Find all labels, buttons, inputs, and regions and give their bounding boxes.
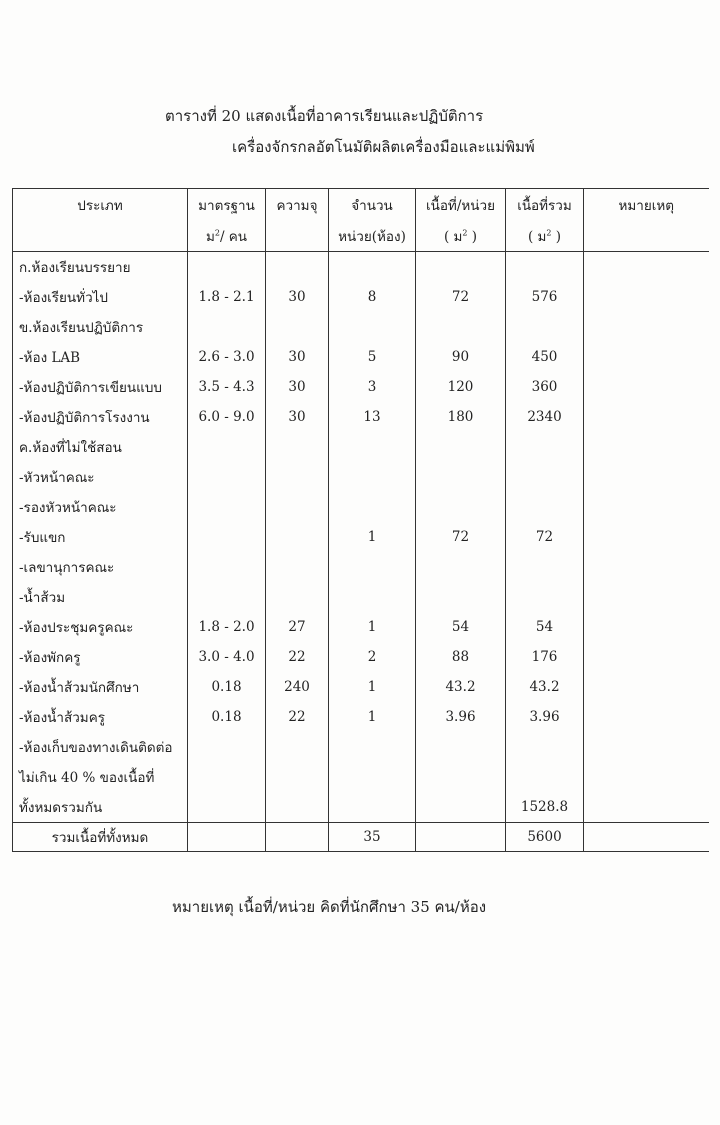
cell-remark [584,732,709,762]
table-row [13,342,709,372]
cell-count [329,762,416,792]
cell-total-area: 43.2 [506,672,584,702]
header-capacity: ความจุ [266,189,329,221]
total-capacity [266,823,329,852]
cell-type: -ห้องเรียนทั่วไป [13,282,188,312]
table-row [13,282,709,312]
cell-capacity [266,252,329,283]
cell-standard [188,252,266,283]
total-standard [188,823,266,852]
cell-capacity [266,492,329,522]
table-row [13,702,709,732]
cell-capacity: 240 [266,672,329,702]
cell-count [329,312,416,342]
cell-capacity [266,582,329,612]
cell-total-area [506,312,584,342]
cell-remark [584,252,709,283]
cell-type: ข.ห้องเรียนปฏิบัติการ [13,312,188,342]
cell-count: 1 [329,702,416,732]
cell-standard [188,522,266,552]
cell-area-per-unit [416,432,506,462]
cell-standard [188,462,266,492]
header-standard-unit: ม$^2$/ คน [188,220,266,252]
cell-total-area [506,732,584,762]
cell-total-area [506,582,584,612]
cell-capacity [266,732,329,762]
cell-capacity [266,432,329,462]
cell-total-area: 2340 [506,402,584,432]
cell-type: -ห้อง LAB [13,342,188,372]
cell-capacity [266,792,329,823]
cell-type: -รับแขก [13,522,188,552]
cell-remark [584,492,709,522]
cell-type: ค.ห้องที่ไม่ใช้สอน [13,432,188,462]
cell-remark [584,312,709,342]
table-row [13,432,709,462]
cell-count [329,432,416,462]
total-row [13,823,709,852]
table-row [13,252,709,283]
cell-count [329,582,416,612]
table-row [13,642,709,672]
cell-standard: 3.0 - 4.0 [188,642,266,672]
cell-area-per-unit: 72 [416,282,506,312]
cell-type: -ห้องน้ำส้วมครู [13,702,188,732]
cell-area-per-unit [416,552,506,582]
cell-standard: 0.18 [188,672,266,702]
cell-count: 1 [329,672,416,702]
cell-capacity: 27 [266,612,329,642]
cell-total-area [506,252,584,283]
cell-standard [188,492,266,522]
cell-count: 1 [329,522,416,552]
table-row [13,402,709,432]
cell-capacity: 30 [266,372,329,402]
cell-remark [584,762,709,792]
cell-standard [188,732,266,762]
table-row [13,552,709,582]
cell-capacity: 30 [266,342,329,372]
table-title: ตารางที่ 20 แสดงเนื้อที่อาคารเรียนและปฏิบัติการ [165,107,484,125]
cell-type: -เลขานุการคณะ [13,552,188,582]
cell-capacity [266,312,329,342]
cell-count: 5 [329,342,416,372]
table-row [13,672,709,702]
cell-count: 8 [329,282,416,312]
cell-type: -หัวหน้าคณะ [13,462,188,492]
cell-standard: 1.8 - 2.1 [188,282,266,312]
cell-area-per-unit: 90 [416,342,506,372]
cell-area-per-unit: 180 [416,402,506,432]
cell-count: 3 [329,372,416,402]
cell-area-per-unit: 88 [416,642,506,672]
table-subtitle: เครื่องจักรกลอัตโนมัติผลิตเครื่องมือและแม่พิมพ์ [232,138,535,156]
cell-standard: 2.6 - 3.0 [188,342,266,372]
footnote: หมายเหตุ เนื้อที่/หน่วย คิดที่นักศึกษา 35 คน/ห้อง [172,898,487,916]
cell-count: 1 [329,612,416,642]
cell-remark [584,642,709,672]
table-row [13,762,709,792]
table-row [13,462,709,492]
cell-standard [188,432,266,462]
header-count-unit: หน่วย(ห้อง) [329,220,416,252]
cell-area-per-unit: 43.2 [416,672,506,702]
cell-capacity: 22 [266,702,329,732]
cell-count [329,492,416,522]
cell-area-per-unit [416,312,506,342]
cell-type: -ห้องปฏิบัติการโรงงาน [13,402,188,432]
cell-total-area: 576 [506,282,584,312]
table-row [13,522,709,552]
cell-area-per-unit [416,252,506,283]
cell-type: -ห้องเก็บของทางเดินติดต่อ [13,732,188,762]
cell-total-area [506,552,584,582]
cell-total-area: 360 [506,372,584,402]
cell-count [329,252,416,283]
cell-total-area [506,462,584,492]
cell-remark [584,702,709,732]
cell-remark [584,582,709,612]
cell-count: 2 [329,642,416,672]
cell-standard [188,582,266,612]
cell-remark [584,522,709,552]
cell-type: ก.ห้องเรียนบรรยาย [13,252,188,283]
header-count: จำนวน [329,189,416,221]
cell-type: -ห้องประชุมครูคณะ [13,612,188,642]
cell-total-area: 54 [506,612,584,642]
cell-remark [584,672,709,702]
total-label: รวมเนื้อที่ทั้งหมด [13,823,188,852]
cell-total-area: 450 [506,342,584,372]
header-unit-row [13,220,709,252]
cell-remark [584,372,709,402]
cell-area-per-unit: 3.96 [416,702,506,732]
cell-type: -ห้องพักครู [13,642,188,672]
cell-type: -รองหัวหน้าคณะ [13,492,188,522]
cell-type: ไม่เกิน 40 % ของเนื้อที่ [13,762,188,792]
total-count: 35 [329,823,416,852]
header-area-unit: ( ม$^2$ ) [416,220,506,252]
cell-type: -ห้องน้ำส้วมนักศึกษา [13,672,188,702]
cell-capacity [266,462,329,492]
cell-remark [584,552,709,582]
cell-standard [188,312,266,342]
cell-area-per-unit [416,462,506,492]
cell-count [329,732,416,762]
cell-remark [584,432,709,462]
table-row [13,792,709,823]
cell-area-per-unit: 72 [416,522,506,552]
cell-count [329,552,416,582]
cell-total-area: 176 [506,642,584,672]
cell-capacity [266,552,329,582]
table-row [13,492,709,522]
cell-remark [584,342,709,372]
cell-type: ทั้งหมดรวมกัน [13,792,188,823]
cell-total-area: 72 [506,522,584,552]
cell-area-per-unit: 120 [416,372,506,402]
total-area-per-unit [416,823,506,852]
cell-capacity [266,522,329,552]
cell-total-area: 3.96 [506,702,584,732]
header-area-per-unit: เนื้อที่/หน่วย [416,189,506,221]
cell-standard: 3.5 - 4.3 [188,372,266,402]
cell-remark [584,612,709,642]
cell-capacity: 22 [266,642,329,672]
table-row [13,372,709,402]
cell-standard: 1.8 - 2.0 [188,612,266,642]
cell-count: 13 [329,402,416,432]
cell-area-per-unit [416,492,506,522]
total-remark [584,823,709,852]
cell-area-per-unit [416,732,506,762]
cell-count [329,462,416,492]
header-type: ประเภท [13,189,188,221]
cell-total-area [506,762,584,792]
cell-area-per-unit: 54 [416,612,506,642]
cell-remark [584,462,709,492]
cell-standard [188,552,266,582]
header-total-area: เนื้อที่รวม [506,189,584,221]
header-standard: มาตรฐาน [188,189,266,221]
area-table [12,188,709,852]
header-row [13,189,709,221]
cell-remark [584,282,709,312]
table-row [13,612,709,642]
cell-standard: 6.0 - 9.0 [188,402,266,432]
cell-type: -ห้องปฏิบัติการเขียนแบบ [13,372,188,402]
cell-area-per-unit [416,582,506,612]
cell-count [329,792,416,823]
cell-type: -น้ำส้วม [13,582,188,612]
cell-remark [584,402,709,432]
cell-total-area [506,432,584,462]
cell-total-area [506,492,584,522]
cell-capacity: 30 [266,402,329,432]
cell-area-per-unit [416,762,506,792]
cell-standard: 0.18 [188,702,266,732]
table-row [13,582,709,612]
total-area: 5600 [506,823,584,852]
cell-area-per-unit [416,792,506,823]
table-row [13,732,709,762]
cell-standard [188,792,266,823]
cell-standard [188,762,266,792]
header-remark: หมายเหตุ [584,189,709,221]
cell-remark [584,792,709,823]
cell-total-area: 1528.8 [506,792,584,823]
table-row [13,312,709,342]
header-total-unit: ( ม$^2$ ) [506,220,584,252]
cell-capacity: 30 [266,282,329,312]
cell-capacity [266,762,329,792]
